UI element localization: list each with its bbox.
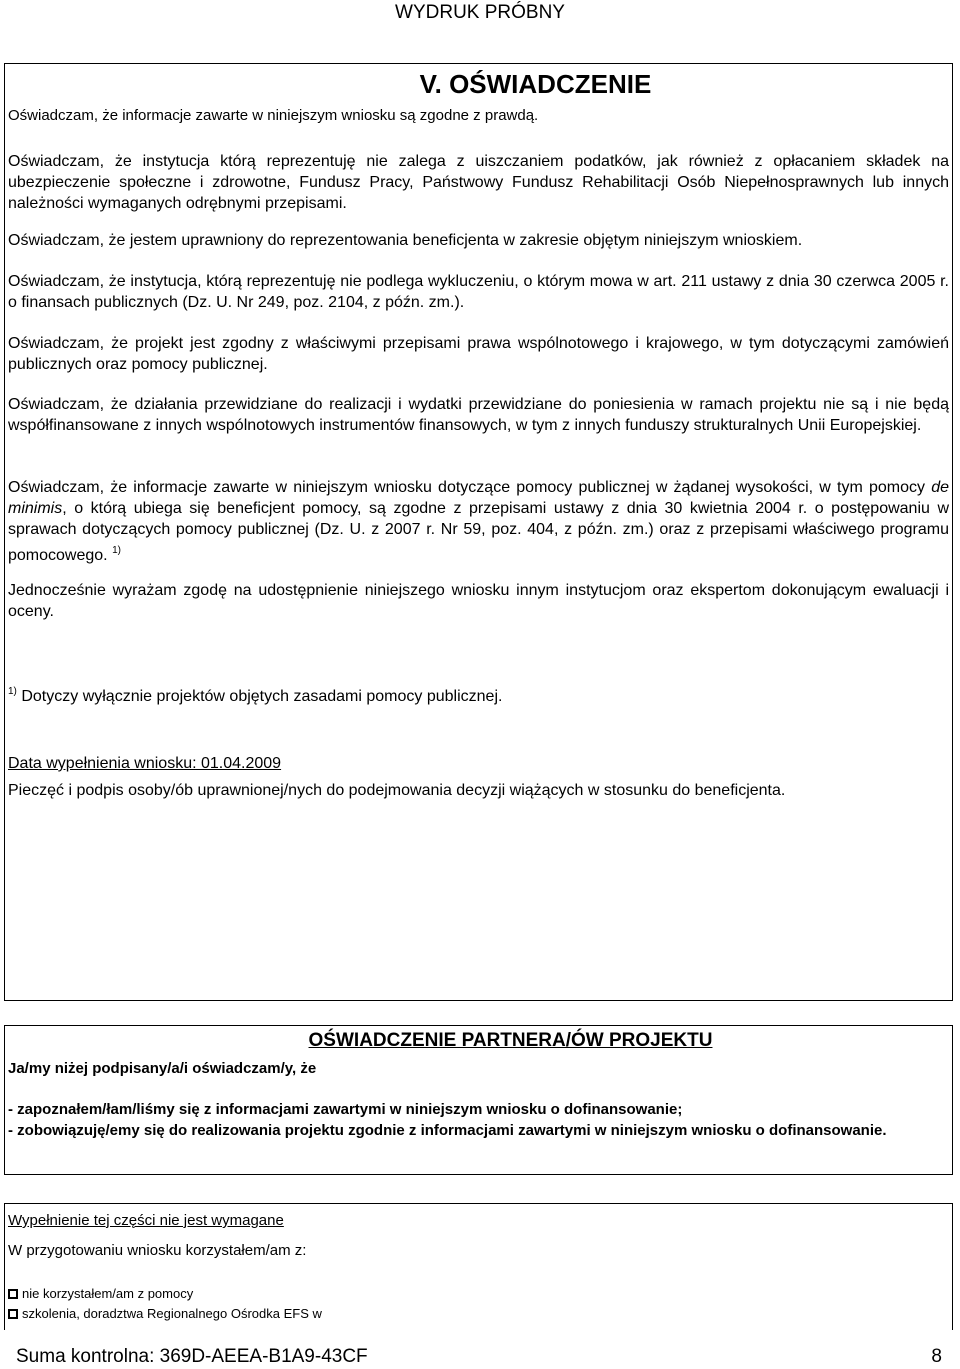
- option-label: nie korzystałem/am z pomocy: [22, 1286, 194, 1301]
- assistance-question: W przygotowaniu wniosku korzystałem/am z:: [8, 1242, 307, 1259]
- footnote-mark: 1): [8, 686, 17, 697]
- option-label: szkolenia, doradztwa Regionalnego Ośrodka EFS w: [22, 1306, 322, 1321]
- partner-title: [5, 1030, 946, 1052]
- footnote: [8, 681, 949, 707]
- public-aid-italic: de minimis: [8, 479, 949, 517]
- checksum: Suma kontrolna: 369D-AEEA-B1A9-43CF: [16, 1346, 368, 1367]
- stamp-signature-label: Pieczęć i podpis osoby/ób uprawnionej/nych do podejmowania decyzji wiążących w stosunku do beneficjenta.: [8, 782, 786, 799]
- page-number: 8: [931, 1346, 942, 1367]
- watermark: WYDRUK PRÓBNY: [395, 2, 565, 23]
- optional-note: [8, 1210, 949, 1231]
- partner-item-commit: - zobowiązuję/emy się do realizowania projektu zgodnie z informacjami zawartymi w niniejszym wniosku o dofinansowanie.: [8, 1122, 887, 1139]
- footnote-ref: 1): [112, 545, 121, 556]
- partner-title-text: OŚWIADCZENIE PARTNERA/ÓW PROJEKTU: [308, 1030, 713, 1051]
- declaration-public-aid: [8, 477, 949, 566]
- fill-date: [8, 753, 949, 774]
- public-aid-text-a: Oświadczam, że informacje zawarte w niniejszym wniosku dotyczące pomocy publicznej w żądanej wysokości, w tym pomocy: [8, 479, 932, 496]
- checkbox-icon[interactable]: [8, 1309, 18, 1319]
- declaration-cofinancing: Oświadczam, że działania przewidziane do realizacji i wydatki przewidziane do poniesienia w ramach projektu nie są i nie będą współfinansowane z innych wspólnotowych instrumentów finansowych, w tym z innych funduszy strukturalnych Unii Europejskiej.: [8, 396, 949, 434]
- fill-date-label: Data wypełnienia wniosku: 01.04.2009: [8, 755, 282, 772]
- declaration-taxes: Oświadczam, że instytucja którą reprezentuję nie zalega z uiszczaniem podatków, jak również z opłacaniem składek na ubezpieczenie społeczne i zdrowotne, Fundusz Pracy, Państwowy Fundusz Rehabilitacji Osób Niepełnosprawnych lub innych należności wymaganych odrębnymi przepisami.: [8, 153, 949, 212]
- partner-item-read: - zapoznałem/łam/liśmy się z informacjami zawartymi w niniejszym wniosku o dofinansowanie;: [8, 1101, 683, 1118]
- checkbox-icon[interactable]: [8, 1289, 18, 1299]
- declaration-compliance: Oświadczam, że projekt jest zgodny z właściwymi przepisami prawa wspólnotowego i krajowego, w tym dotyczącymi zamówień publicznych oraz pomocy publicznej.: [8, 335, 949, 373]
- optional-section: [4, 1203, 953, 1330]
- partner-declaration-section: [4, 1025, 953, 1175]
- option-efs-training[interactable]: [8, 1303, 949, 1324]
- declaration-authorized: Oświadczam, że jestem uprawniony do reprezentowania beneficjenta w zakresie objętym niniejszym wnioskiem.: [8, 232, 803, 249]
- footnote-text: Dotyczy wyłącznie projektów objętych zasadami pomocy publicznej.: [16, 688, 503, 705]
- public-aid-text-b: , o którą ubiega się beneficjent pomocy, są zgodne z przepisami ustawy z dnia 30 kwietnia 2004 r. o postępowaniu w sprawach dotyczących pomocy publicznej (Dz. U. z 2007 r. Nr 59, poz. 404, z późn. zm.) oraz z przepisami właściwego programu pomocowego.: [8, 500, 949, 564]
- option-no-assistance[interactable]: [8, 1283, 949, 1304]
- declaration-consent: Jednocześnie wyrażam zgodę na udostępnienie niniejszego wniosku innym instytucjom oraz ekspertom dokonującym ewaluacji i oceny.: [8, 582, 949, 620]
- optional-note-text: Wypełnienie tej części nie jest wymagane: [8, 1212, 284, 1229]
- declaration-truth: Oświadczam, że informacje zawarte w niniejszym wniosku są zgodne z prawdą.: [8, 107, 539, 124]
- partner-intro: Ja/my niżej podpisany/a/i oświadczam/y, że: [8, 1060, 317, 1077]
- section-title: V. OŚWIADCZENIE: [419, 69, 652, 99]
- declaration-exclusion: Oświadczam, że instytucja, którą reprezentuję nie podlega wykluczeniu, o którym mowa w art. 211 ustawy z dnia 30 czerwca 2005 r. o finansach publicznych (Dz. U. Nr 249, poz. 2104, z późn. zm.).: [8, 273, 949, 311]
- declaration-section: [4, 63, 953, 1001]
